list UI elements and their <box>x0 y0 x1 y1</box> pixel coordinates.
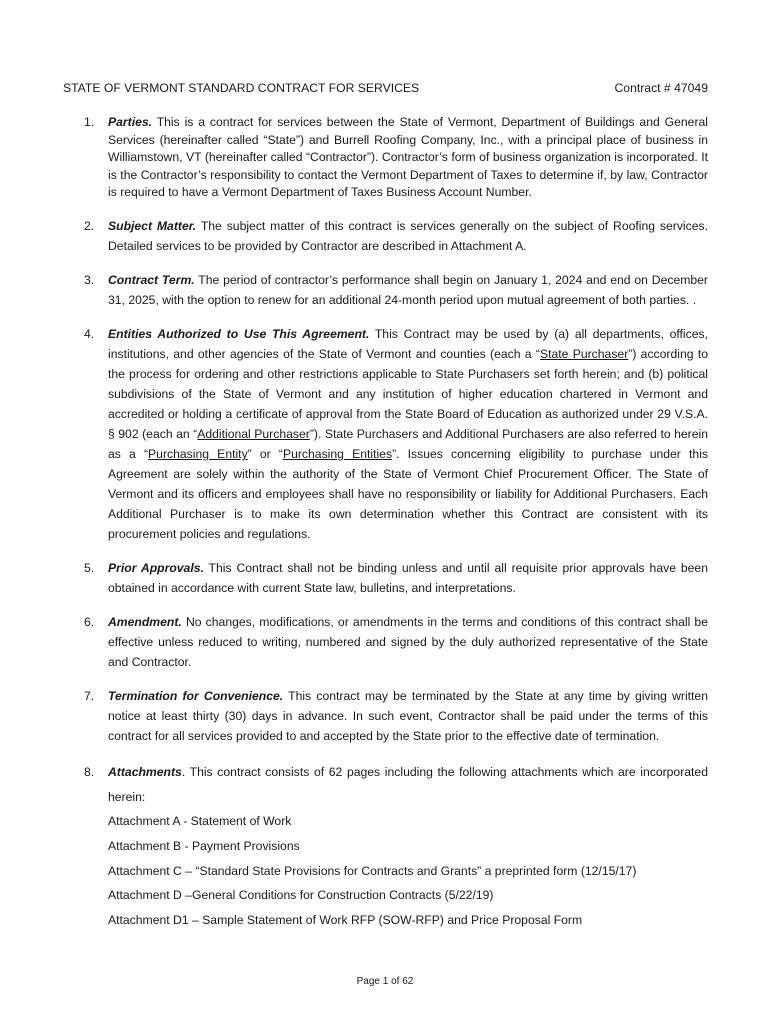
attachment-item: Attachment D1 – Sample Statement of Work RFP (SOW-RFP) and Price Proposal Form <box>108 913 583 928</box>
section-prior-approvals <box>84 558 708 598</box>
section-heading: Entities Authorized to Use This Agreement. <box>108 326 370 341</box>
section-subject-matter <box>84 216 708 256</box>
section-text: This Contract shall not be binding unless and until all requisite prior approvals have been obtained in accordance with current State law, bulletins, and interpretations. <box>108 560 708 595</box>
defined-term-additional-purchaser: Additional Purchaser <box>197 426 310 441</box>
section-number: 2. <box>84 218 95 233</box>
section-body <box>108 324 708 544</box>
section-contract-term <box>84 270 708 310</box>
attachment-item: Attachment B - Payment Provisions <box>108 839 300 854</box>
defined-term-purchasing-entities: Purchasing Entities <box>282 446 393 461</box>
section-body <box>108 270 708 310</box>
section-text: The subject matter of this contract is services generally on the subject of Roofing services. Detailed services to be provided by Contractor are described in Attachment A. <box>108 218 708 253</box>
contract-sections <box>84 114 708 947</box>
section-number: 7. <box>84 688 95 703</box>
section-text: ” or “ <box>247 446 283 461</box>
section-body <box>108 612 708 672</box>
section-body <box>108 558 708 598</box>
defined-term-state-purchaser: State Purchaser <box>539 346 629 361</box>
section-heading: Parties. <box>108 115 153 129</box>
section-text: This contract may be terminated by the State at any time by giving written notice at least thirty (30) days in advance. In such event, Contractor shall be paid under the terms of this contract for all services provided to and accepted by the State prior to the effective date of termination. <box>108 688 708 743</box>
section-body <box>108 216 708 256</box>
section-attachments <box>84 760 708 933</box>
document-header <box>63 81 708 95</box>
section-number: 5. <box>84 560 95 575</box>
section-text: ”). State Purchasers and Additional Purchasers are also referred to herein as a “ <box>108 426 708 461</box>
section-number: 6. <box>84 614 95 629</box>
section-text: This is a contract for services between the State of Vermont, Department of Buildings and General Services (hereinafter called “State”) and Burrell Roofing Company, Inc., with a principal place of business in Williamstown, VT (hereinafter called “Contractor”). Contractor’s form of business organization is incorporated. It is the Contractor’s responsibility to contact the Vermont Department of Taxes to determine if, by law, Contractor is required to have a Vermont Department of Taxes Business Account Number. <box>108 115 708 200</box>
section-body <box>108 686 708 746</box>
section-text: ”. Issues concerning eligibility to purchase under this Agreement are solely within the authority of the State of Vermont Chief Procurement Officer. The State of Vermont and its officers and employees shall have no responsibility or liability for Additional Purchasers. Each Additional Purchaser is to make its own determination whether this Contract are consistent with its procurement policies and regulations. <box>108 446 708 541</box>
section-text: ”) according to the process for ordering and other restrictions applicable to State Purchasers set forth herein; and (b) political subdivisions of the State of Vermont and any institution of higher education chartered in Vermont and accredited or holding a certificate of approval from the State Board of Education as authorized under 29 V.S.A. § 902 (each an “ <box>108 346 708 441</box>
attachment-item: Attachment D –General Conditions for Construction Contracts (5/22/19) <box>108 888 494 903</box>
section-heading: Amendment. <box>108 614 182 629</box>
page-number: Page 1 of 62 <box>356 976 414 987</box>
section-termination <box>84 686 708 746</box>
section-heading: Subject Matter. <box>108 218 197 233</box>
attachment-item: Attachment C – “Standard State Provisions for Contracts and Grants” a preprinted form (12/15/17) <box>108 863 637 878</box>
contract-title: STATE OF VERMONT STANDARD CONTRACT FOR SERVICES <box>63 81 420 95</box>
section-body <box>108 114 708 202</box>
section-number: 3. <box>84 272 95 287</box>
defined-term-purchasing-entity: Purchasing Entity <box>148 446 248 461</box>
attachment-item: Attachment A - Statement of Work <box>108 814 292 829</box>
section-number: 4. <box>84 326 95 341</box>
section-number: 1. <box>84 115 95 129</box>
section-heading: Attachments <box>108 764 182 779</box>
contract-number: Contract # 47049 <box>614 81 708 95</box>
section-heading: Contract Term. <box>108 272 195 287</box>
section-entities-authorized <box>84 324 708 544</box>
section-text: . This contract consists of 62 pages including the following attachments which are incorporated herein: <box>108 764 708 804</box>
section-heading: Prior Approvals. <box>108 560 204 575</box>
section-body <box>108 760 708 809</box>
section-parties <box>84 114 708 202</box>
section-amendment <box>84 612 708 672</box>
section-text: The period of contractor’s performance shall begin on January 1, 2024 and end on December 31, 2025, with the option to renew for an additional 24-month period upon mutual agreement of both parties. . <box>108 272 708 307</box>
section-text: This Contract may be used by (a) all departments, offices, institutions, and other agencies of the State of Vermont and counties (each a “ <box>108 326 708 361</box>
section-number: 8. <box>84 764 95 779</box>
section-text: No changes, modifications, or amendments in the terms and conditions of this contract shall be effective unless reduced to writing, numbered and signed by the duly authorized representative of the State and Contractor. <box>108 614 708 669</box>
section-heading: Termination for Convenience. <box>108 688 284 703</box>
